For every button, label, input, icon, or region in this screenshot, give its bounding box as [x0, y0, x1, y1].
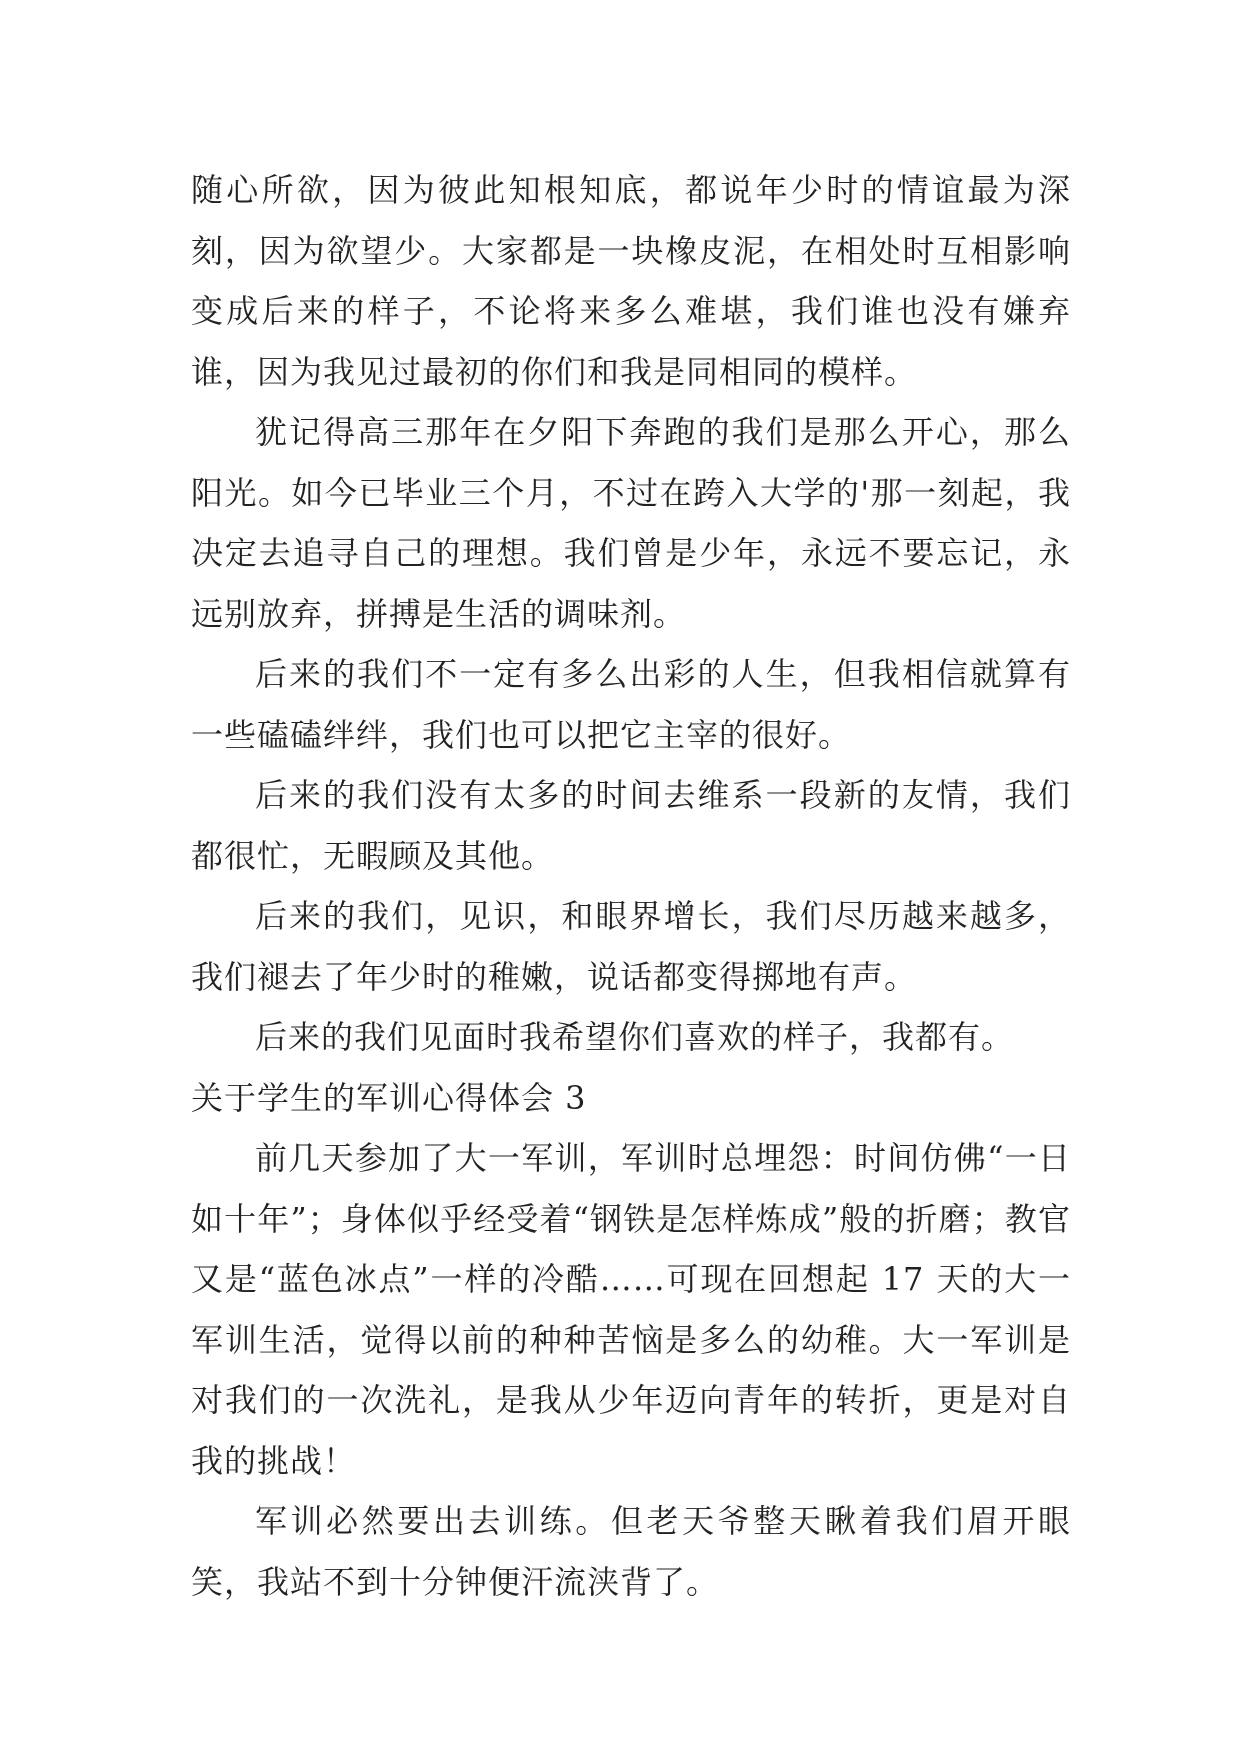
section-heading: 关于学生的军训心得体会 3 [191, 1078, 587, 1117]
paragraph: 犹记得高三那年在夕阳下奔跑的我们是那么开心，那么阳光。如今已毕业三个月，不过在跨入大学的'那一刻起，我决定去追寻自己的理想。我们曾是少年，永远不要忘记，永远别放弃，拼搏是生活的调味剂。 [191, 413, 1071, 633]
paragraph: 后来的我们没有太多的时间去维系一段新的友情，我们都很忙，无暇顾及其他。 [191, 776, 1071, 875]
paragraph: 后来的我们不一定有多么出彩的人生，但我相信就算有一些磕磕绊绊，我们也可以把它主宰的很好。 [191, 655, 1071, 754]
paragraph: 前几天参加了大一军训，军训时总埋怨：时间仿佛“一日如十年”；身体似乎经受着“钢铁是怎样炼成”般的折磨；教官又是“蓝色冰点”一样的冷酷……可现在回想起 17 天的大一军训生活，觉得以前的种种苦恼是多么的幼稚。大一军训是对我们的一次洗礼，是我从少年迈向青年的转折，更是对自我的挑战！ [191, 1139, 1071, 1480]
paragraph: 后来的我们，见识，和眼界增长，我们尽历越来越多，我们褪去了年少时的稚嫩，说话都变得掷地有声。 [191, 897, 1071, 996]
paragraph: 军训必然要出去训练。但老天爷整天瞅着我们眉开眼笑，我站不到十分钟便汗流浃背了。 [191, 1502, 1071, 1601]
document-body [191, 160, 1071, 1612]
paragraph: 后来的我们见面时我希望你们喜欢的样子，我都有。 [255, 1018, 1015, 1056]
paragraph: 随心所欲，因为彼此知根知底，都说年少时的情谊最为深刻，因为欲望少。大家都是一块橡皮泥，在相处时互相影响变成后来的样子，不论将来多么难堪，我们谁也没有嫌弃谁，因为我见过最初的你们和我是同相同的模样。 [191, 171, 1071, 391]
